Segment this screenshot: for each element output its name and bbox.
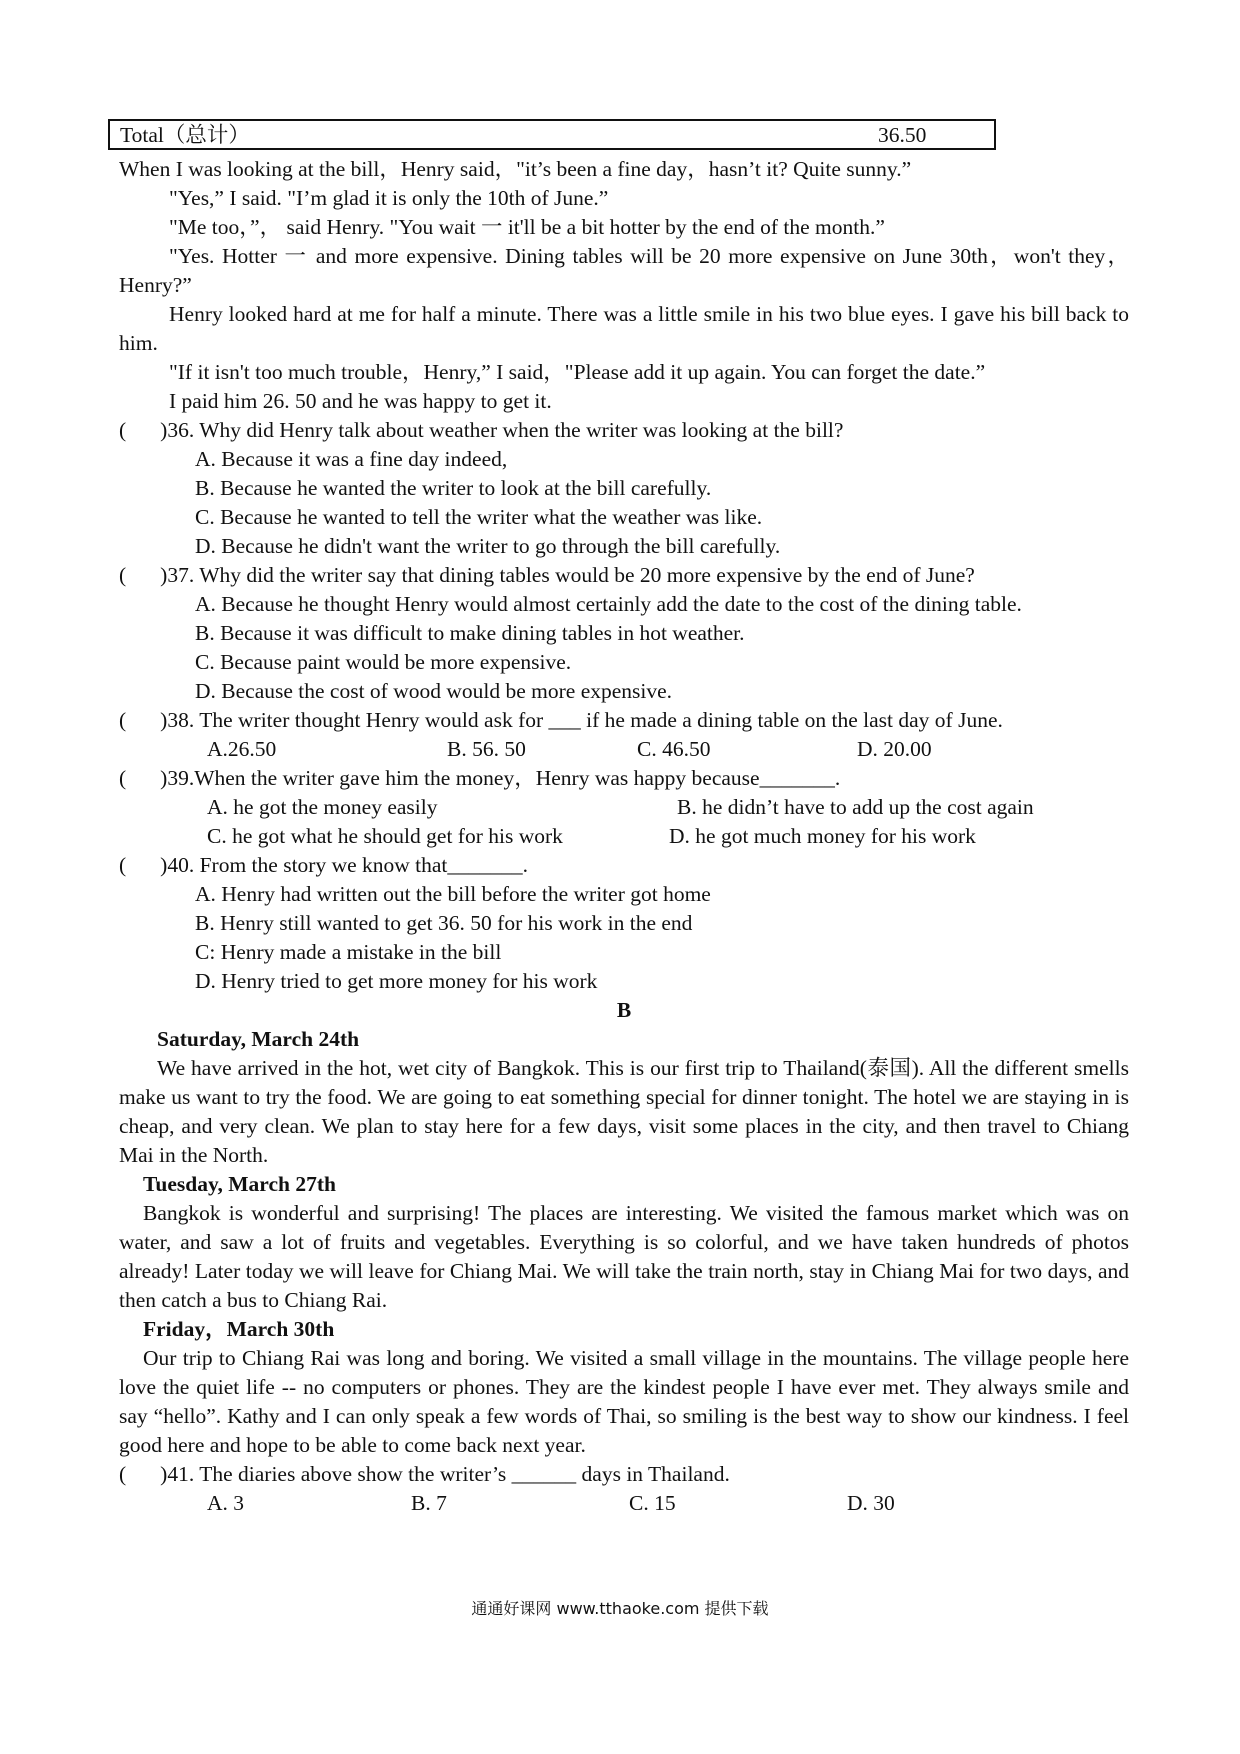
option-c: C. he got what he should get for his work xyxy=(207,824,563,848)
option-c: C. 15 xyxy=(629,1491,676,1515)
question-number: )38. xyxy=(160,708,195,732)
option-row xyxy=(207,735,1129,764)
answer-bracket[interactable]: ( xyxy=(119,563,127,587)
option-b: B. he didn’t have to add up the cost again xyxy=(677,795,1034,819)
question-41 xyxy=(119,1460,1129,1518)
bill-total-row xyxy=(108,119,996,150)
story-paragraph: When I was looking at the bill，Henry said，"it’s been a fine day，hasn’t it? Quite sunny.” xyxy=(119,157,912,181)
option-a: A. Because he thought Henry would almost certainly add the date to the cost of the dining table. xyxy=(195,592,1022,616)
option-a: A. Henry had written out the bill before the writer got home xyxy=(195,882,711,906)
option-b: B. Henry still wanted to get 36. 50 for his work in the end xyxy=(195,911,693,935)
section-heading-b: B xyxy=(616,998,632,1022)
option-b: B. 56. 50 xyxy=(447,737,526,761)
question-number: )39. xyxy=(160,766,195,790)
question-37 xyxy=(119,561,1129,706)
diary-date: Tuesday, March 27th xyxy=(143,1172,336,1196)
bill-total-label: Total（总计） xyxy=(120,123,250,147)
option-d: D. Henry tried to get more money for his work xyxy=(195,969,598,993)
question-38 xyxy=(119,706,1129,764)
story-paragraph: "Me too，”， said Henry. "You wait 一 it'll be a bit hotter by the end of the month.” xyxy=(169,215,885,239)
option-c: C: Henry made a mistake in the bill xyxy=(195,940,502,964)
answer-bracket[interactable]: ( xyxy=(119,708,127,732)
bill-total-value: 36.50 xyxy=(878,123,927,147)
question-number: )41. xyxy=(160,1462,195,1486)
option-d: D. 20.00 xyxy=(857,737,932,761)
question-text: From the story we know that_______. xyxy=(199,853,529,877)
story-paragraph: I paid him 26. 50 and he was happy to get it. xyxy=(169,389,552,413)
diary-entry: Our trip to Chiang Rai was long and boring. We visited a small village in the mountains. The village people here love the quiet life -- no computers or phones. They are the kindest people I have ever met. They always smile and say “hello”. Kathy and I can only speak a few words of Thai, so smiling is the best way to show our kindness. I feel good here and hope to be able to come back next year. xyxy=(119,1346,1129,1457)
diary-entry: Bangkok is wonderful and surprising! The places are interesting. We visited the famous market which was on water, and saw a lot of fruits and vegetables. Everything is so colorful, and we have taken hundreds of photos already! Later today we will leave for Chiang Mai. We will take the train north, stay in Chiang Mai for two days, and then catch a bus to Chiang Rai. xyxy=(119,1201,1129,1312)
answer-bracket[interactable]: ( xyxy=(119,1462,127,1486)
option-c: C. Because paint would be more expensive. xyxy=(195,650,572,674)
story-paragraph: "If it isn't too much trouble，Henry,” I said，"Please add it up again. You can forget the date.” xyxy=(169,360,986,384)
option-b: B. Because it was difficult to make dining tables in hot weather. xyxy=(195,621,745,645)
diary-date: Friday，March 30th xyxy=(143,1317,335,1341)
diary-date: Saturday, March 24th xyxy=(157,1027,360,1051)
option-d: D. 30 xyxy=(847,1491,895,1515)
option-row xyxy=(207,822,1129,851)
story-paragraph: "Yes,” I said. "I’m glad it is only the 10th of June.” xyxy=(169,186,609,210)
diary-entry: We have arrived in the hot, wet city of Bangkok. This is our first trip to Thailand(泰国). All the different smells make us want to try the food. We are going to eat something special for dinner tonight. The hotel we are staying in is cheap, and very clean. We plan to stay here for a few days, visit some places in the city, and then travel to Chiang Mai in the North. xyxy=(119,1056,1129,1167)
page-content xyxy=(119,155,1129,1518)
question-39 xyxy=(119,764,1129,851)
option-d: D. Because he didn't want the writer to go through the bill carefully. xyxy=(195,534,781,558)
page-footer: 通通好课网 www.tthaoke.com 提供下载 xyxy=(471,1599,769,1618)
option-a: A. 3 xyxy=(207,1491,245,1515)
option-a: A.26.50 xyxy=(207,737,277,761)
option-d: D. he got much money for his work xyxy=(669,824,976,848)
question-number: )37. xyxy=(160,563,195,587)
question-text: The diaries above show the writer’s ______ days in Thailand. xyxy=(199,1462,730,1486)
option-c: C. 46.50 xyxy=(637,737,711,761)
option-d: D. Because the cost of wood would be more expensive. xyxy=(195,679,673,703)
option-c: C. Because he wanted to tell the writer what the weather was like. xyxy=(195,505,763,529)
question-text: Why did the writer say that dining tables would be 20 more expensive by the end of June? xyxy=(199,563,975,587)
question-36 xyxy=(119,416,1129,561)
question-number: )40. xyxy=(160,853,195,877)
option-row xyxy=(207,793,1129,822)
answer-bracket[interactable]: ( xyxy=(119,418,127,442)
question-text: When the writer gave him the money，Henry was happy because_______. xyxy=(194,766,841,790)
option-b: B. Because he wanted the writer to look at the bill carefully. xyxy=(195,476,712,500)
question-text: Why did Henry talk about weather when the writer was looking at the bill? xyxy=(199,418,844,442)
option-b: B. 7 xyxy=(411,1491,447,1515)
question-40 xyxy=(119,851,1129,996)
story-paragraph: "Yes. Hotter 一 and more expensive. Dining tables will be 20 more expensive on June 30th，won't they，Henry?” xyxy=(119,244,1129,297)
option-a: A. Because it was a fine day indeed, xyxy=(195,447,508,471)
answer-bracket[interactable]: ( xyxy=(119,766,127,790)
question-text: The writer thought Henry would ask for ___ if he made a dining table on the last day of June. xyxy=(199,708,1003,732)
option-row xyxy=(207,1489,1129,1518)
option-a: A. he got the money easily xyxy=(207,795,438,819)
answer-bracket[interactable]: ( xyxy=(119,853,127,877)
question-number: )36. xyxy=(160,418,195,442)
story-paragraph: Henry looked hard at me for half a minute. There was a little smile in his two blue eyes. I gave his bill back to him. xyxy=(119,302,1129,355)
